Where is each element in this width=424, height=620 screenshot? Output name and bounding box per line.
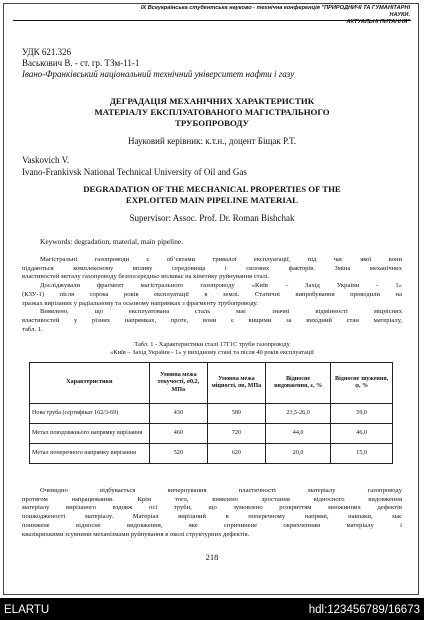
table-cell: 46,0 — [331, 424, 393, 444]
properties-table — [29, 362, 393, 464]
table-caption — [22, 341, 402, 357]
body-line: квазікрихкими зсувними механізмами руйнування в околі структурних дефектів. — [22, 530, 250, 538]
body-paragraph-2 — [22, 487, 402, 539]
keywords: Keywords: degradation, material, main pipeline. — [40, 237, 184, 246]
body-line: Виявлено, що експлуатована сталь має значні відмінності міцнісних — [40, 308, 402, 316]
supervisor-eng: Supervisor: Assoc. Prof. Dr. Roman Bishchak — [129, 213, 295, 223]
body-line: Досліджували фрагмент магістрального газопроводу «Київ – Захід України - 1» — [40, 282, 402, 290]
body-line: Очевидно відбувається вичерпування пластичності матеріалу газопроводу — [40, 487, 402, 494]
repository-name[interactable]: ELARTU — [4, 604, 50, 616]
table-cell: 460 — [149, 424, 207, 444]
udc-code: УДК 621.326 — [22, 47, 72, 57]
table-cell: 15,0 — [331, 444, 393, 464]
column-header: Характеристики — [30, 363, 150, 404]
affiliation-ukr: Івано-Франківський національний технічний університет нафти і газу — [22, 69, 295, 79]
body-line: Магістральні газопроводи є об’єктами тривалої експлуатації, під час якої вони — [40, 256, 402, 263]
repository-footer — [0, 598, 424, 620]
handle-link[interactable]: hdl:123456789/16673 — [308, 604, 420, 616]
table-caption-line-2: «Київ – Захід України - 1» у вихідному стані та після 40 років експлуатації — [110, 349, 314, 356]
table-cell: 720 — [207, 424, 265, 444]
body-line: матеріалу вирізаного вздовж осі труби, що зумовлено розкриттям множинних дефектів — [22, 504, 402, 512]
table-cell: 580 — [207, 404, 265, 424]
title-ukr-line-3: ТРУБОПРОВОДУ — [175, 118, 249, 128]
table-row — [30, 444, 393, 464]
body-line: (КЗУ-1) після сорока років експлуатації в землі. Статичні випробування проводили на — [22, 290, 402, 298]
supervisor-ukr: Науковий керівник: к.т.н., доцент Біщак Р.Т. — [127, 136, 296, 146]
table-cell: 520 — [149, 444, 207, 464]
table-caption-line-1: Табл. 1 - Характеристики сталі 17Г1С труби газопроводу — [134, 341, 290, 348]
title-eng-line-2: EXPLOITED MAIN PIPELINE MATERIAL — [125, 195, 299, 205]
column-header: Відносне видовження, ε, % — [265, 363, 330, 404]
body-line: піддаються комплексному впливу середовища і силових факторів. Зміна механічних — [22, 264, 402, 272]
page-number: 218 — [205, 552, 219, 562]
row-label: Метал повздовжнього напрямку вирізання — [30, 424, 150, 444]
conference-header — [140, 5, 410, 25]
body-line: протягом напрацювання. Крім того, виявлено зростання відносного видовження — [22, 495, 402, 503]
title-eng-line-1: DEGRADATION OF THE MECHANICAL PROPERTIES OF THE — [83, 184, 341, 194]
affiliation-eng: Ivano-Frankivsk National Technical University of Oil and Gas — [22, 167, 247, 177]
conference-line-1: IX Всеукраїнська студентська науково - технічна конференція "ПРИРОДНИЧІ ТА ГУМАНІТАРНІ НАУКИ. — [140, 5, 410, 18]
body-line: властивостей металу газопроводу безпосередньо впливає на кінетику руйнування сталі. — [22, 273, 270, 281]
table-cell: 23,5-26,0 — [265, 404, 330, 424]
body-line: властивостей у різних напрямках, проте, вони є вищими за вихідний стан матеріалу, — [22, 316, 402, 324]
body-line: понижене відносне видовження, яке спричинене окрихченням матеріалу і — [22, 521, 402, 529]
author-eng: Vaskovich V. — [22, 155, 70, 165]
header-divider — [13, 20, 411, 21]
body-line: пошкодженості матеріалу. Матеріал вирізаний в поперечному напрямі, навпаки, має — [22, 513, 402, 521]
body-paragraph-1 — [22, 256, 402, 334]
table-cell: 59,0 — [331, 404, 393, 424]
title-ukr-line-2: МАТЕРІАЛУ ЕКСПЛУАТОВАНОГО МАГІСТРАЛЬНОГО — [94, 107, 330, 117]
table-row — [30, 404, 393, 424]
conference-line-2: АКТУАЛЬНІ ПИТАННЯ" — [346, 18, 410, 25]
row-label: Метал поперечного напрямку вирізання — [30, 444, 150, 464]
table-row — [30, 424, 393, 444]
table-cell: 620 — [207, 444, 265, 464]
title-ukr-line-1: ДЕГРАДАЦІЯ МЕХАНІЧНИХ ХАРАКТЕРИСТИК — [109, 96, 315, 106]
body-line: зразках вирізаних у радіальному та осьовому напрямках з фрагменту трубопроводу. — [22, 299, 258, 307]
author-ukr: Васькович В. - ст. гр. ТЗм-11-1 — [22, 58, 140, 68]
column-header: Умовна межа текучості, σ0,2, МПа — [149, 363, 207, 404]
table-cell: 20,0 — [265, 444, 330, 464]
column-header: Відносне звуження, φ, % — [331, 363, 393, 404]
table-header-row — [30, 363, 393, 404]
table-cell: 44,0 — [265, 424, 330, 444]
table-cell: 430 — [149, 404, 207, 424]
row-label: Нова труба (сертифікат 162/3-69) — [30, 404, 150, 424]
column-header: Умовна межа міцності, σв, МПа — [207, 363, 265, 404]
body-line: табл. 1. — [22, 325, 43, 333]
